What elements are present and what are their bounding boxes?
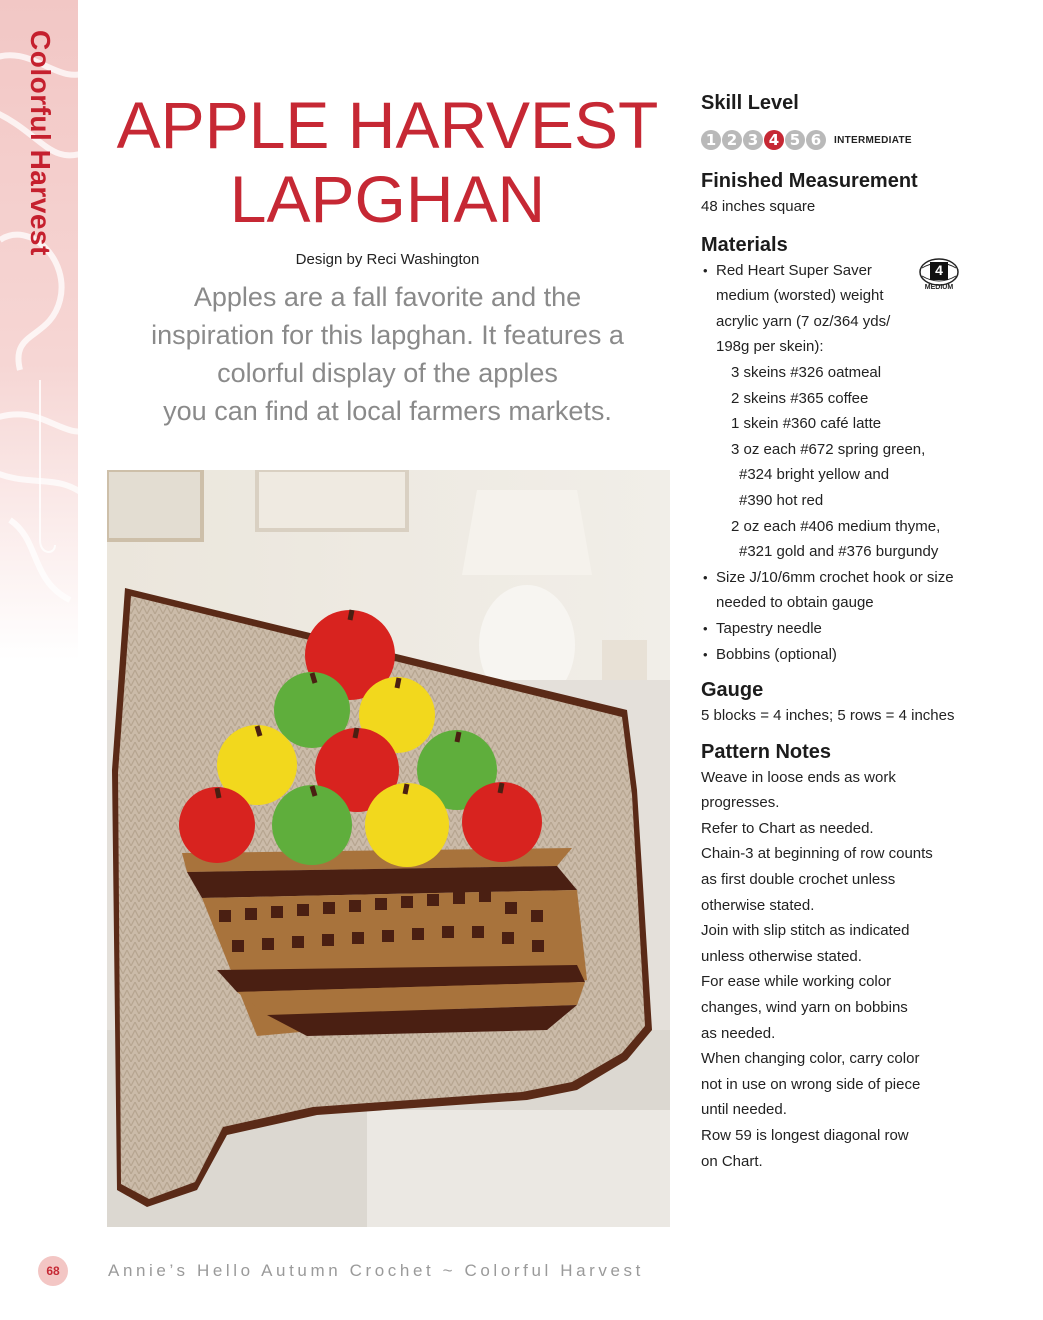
intro-line: you can find at local farmers markets. (163, 396, 612, 426)
yarn-line: acrylic yarn (7 oz/364 yds/ (716, 312, 891, 330)
title-line-1: APPLE HARVEST (116, 88, 659, 162)
materials-list (701, 258, 991, 668)
skein-line: #324 bright yellow and (739, 466, 890, 484)
materials-item-hook (701, 565, 991, 616)
yarn-weight-number: 4 (935, 261, 943, 278)
materials-item-bobbins: • Bobbins (optional) (701, 642, 991, 668)
skein-line: 3 oz each #672 spring green, (731, 440, 926, 458)
pattern-details-column (701, 90, 991, 1174)
skill-level-heading: Skill Level (701, 92, 799, 114)
lapghan-photo (107, 470, 670, 1227)
gauge-heading: Gauge (701, 679, 764, 702)
hook-line: • Size J/10/6mm crochet hook or size (716, 568, 954, 586)
note-line: Join with slip stitch as indicated (701, 922, 910, 940)
page-footer (38, 1256, 644, 1286)
skill-level-label: INTERMEDIATE (834, 134, 912, 146)
intro-line: Apples are a fall favorite and the (193, 282, 582, 312)
finished-measurement-heading: Finished Measurement (701, 170, 918, 192)
skill-level-3: 3 (743, 130, 763, 150)
yarn-weight-sub: MEDIUM (924, 283, 954, 291)
note-line: as needed. (701, 1024, 776, 1042)
intro-paragraph (100, 278, 675, 430)
note-line: Refer to Chart as needed. (701, 819, 874, 837)
page-number: 68 (38, 1256, 68, 1286)
skein-line: #390 hot red (739, 491, 824, 509)
note-line: Chain-3 at beginning of row counts (701, 845, 933, 863)
skein-line: 2 oz each #406 medium thyme, (731, 517, 941, 535)
intro-line: colorful display of the apples (217, 358, 558, 388)
skill-level-indicator (701, 128, 991, 152)
yarn-line: medium (worsted) weight (716, 287, 884, 305)
note-line: otherwise stated. (701, 896, 815, 914)
note-line: not in use on wrong side of piece (701, 1075, 921, 1093)
lapghan-illustration (107, 470, 670, 1227)
intro-line: inspiration for this lapghan. It features a (151, 320, 624, 350)
gauge-text: 5 blocks = 4 inches; 5 rows = 4 inches (701, 707, 955, 725)
skill-level-1: 1 (701, 130, 721, 150)
skein-line: #321 gold and #376 burgundy (739, 543, 939, 561)
materials-item-yarn (701, 258, 991, 360)
note-line: For ease while working color (701, 973, 892, 991)
note-line: When changing color, carry color (701, 1050, 920, 1068)
pattern-notes-heading: Pattern Notes (701, 740, 832, 763)
side-decorative-band (0, 0, 78, 660)
note-line: unless otherwise stated. (701, 947, 862, 965)
note-line: on Chart. (701, 1152, 763, 1170)
skill-level-5: 5 (785, 130, 805, 150)
skein-line: 1 skein #360 café latte (731, 415, 882, 433)
footer-book-title: Annie’s Hello Autumn Crochet ~ Colorful Harvest (108, 1261, 644, 1280)
note-line: until needed. (701, 1101, 787, 1119)
pattern-notes-list (701, 765, 991, 1175)
skill-level-2: 2 (722, 130, 742, 150)
yarn-line: 198g per skein): (716, 338, 824, 356)
title-line-2: LAPGHAN (229, 162, 546, 236)
yarn-line: • Red Heart Super Saver (716, 261, 872, 279)
skein-line: 3 skeins #326 oatmeal (731, 363, 882, 381)
note-line: changes, wind yarn on bobbins (701, 999, 908, 1017)
skein-line: 2 skeins #365 coffee (731, 389, 869, 407)
materials-item-needle: • Tapestry needle (701, 616, 991, 642)
note-line: progresses. (701, 794, 780, 812)
section-side-title: Colorful Harvest (25, 30, 56, 256)
skill-level-6: 6 (806, 130, 826, 150)
designer-byline: Design by Reci Washington (295, 251, 480, 268)
hook-line: needed to obtain gauge (716, 594, 874, 612)
note-line: as first double crochet unless (701, 871, 896, 889)
skill-level-4-active: 4 (764, 130, 784, 150)
finished-measurement-text: 48 inches square (701, 198, 816, 215)
note-line: Weave in loose ends as work (701, 768, 896, 786)
pattern-title (100, 88, 675, 236)
note-line: Row 59 is longest diagonal row (701, 1127, 909, 1144)
materials-heading: Materials (701, 233, 788, 256)
